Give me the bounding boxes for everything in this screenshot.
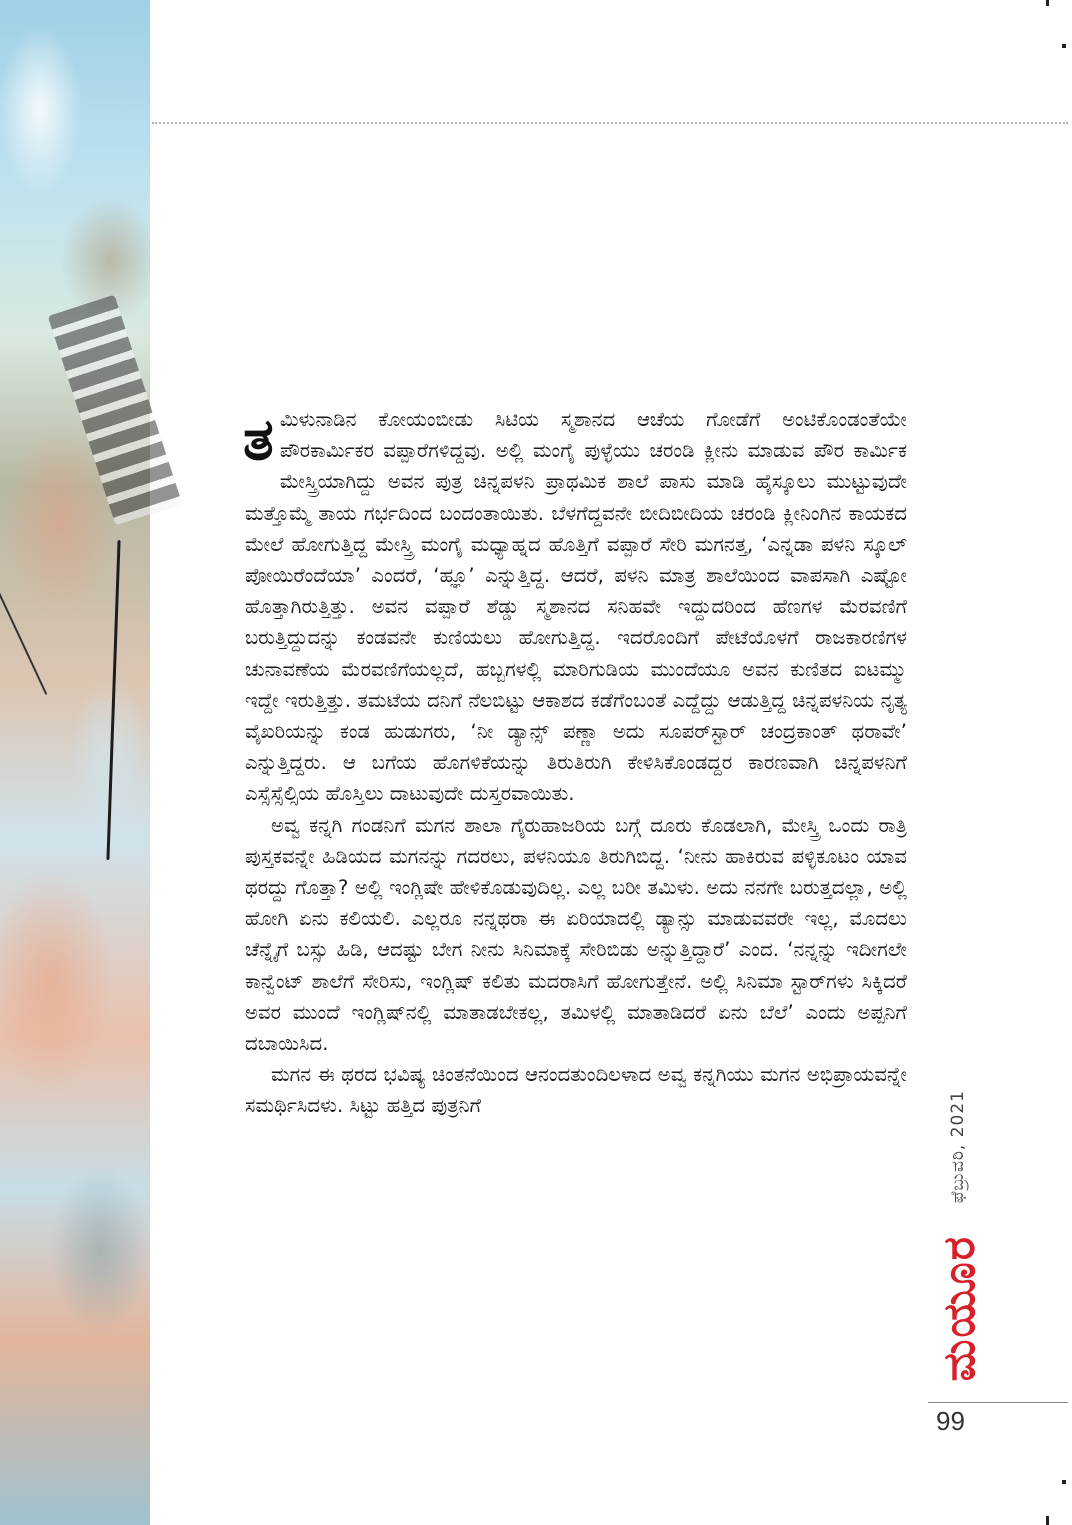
brush-stroke (0, 585, 47, 695)
crop-mark (1062, 1480, 1066, 1484)
crop-mark (1062, 44, 1066, 48)
page-number-rule (928, 1402, 1068, 1403)
drop-cap: ತ (243, 405, 274, 473)
crop-mark (1046, 1516, 1049, 1525)
magazine-masthead: ಮಯೂರ (934, 1235, 985, 1382)
decorative-painting-strip (0, 0, 150, 1525)
film-reel-graphic (48, 295, 183, 526)
issue-date: ಫೆಬ್ರುವರಿ, 2021 (948, 1090, 968, 1204)
page-number: 99 (936, 1406, 965, 1436)
dotted-divider (152, 122, 1068, 124)
article-paragraph: ಮಗನ ಈ ಥರದ ಭವಿಷ್ಯ ಚಿಂತನೆಯಿಂದ ಆನಂದತುಂದಿಲಳಾದ ಅವ್ವ ಕನ್ನಗಿಯು ಮಗನ ಅಭಿಪ್ರಾಯವನ್ನೇ ಸಮರ್ಥಿಸಿದಳು. ಸಿಟ್ಟು ಹತ್ತಿದ ಪುತ್ರನಿಗೆ (245, 1063, 907, 1118)
paragraph-text: ಮಿಳುನಾಡಿನ ಕೋಯಂಬೀಡು ಸಿಟಿಯ ಸ್ಮಶಾನದ ಆಚೆಯ ಗೋಡೆಗೆ ಅಂಟಿಕೊಂಡಂತೆಯೇ ಪೌರಕಾರ್ಮಿಕರ ವಪ್ಪಾರೆಗಳಿದ್ದವು. ಅಲ್ಲಿ ಮಂಗೈ ಪುಳ್ಳೆಯು ಚರಂಡಿ ಕ್ಲೀನು ಮಾಡುವ ಪೌರ ಕಾರ್ಮಿಕ ಮೇಸ್ತ್ರಿಯಾಗಿದ್ದು ಅವನ ಪುತ್ರ ಚಿನ್ನಪಳನಿ ಪ್ರಾಥಮಿಕ ಶಾಲೆ ಪಾಸು ಮಾಡಿ ಹೈಸ್ಕೂಲು ಮುಟ್ಟುವುದೇ ಮತ್ತೊಮ್ಮೆ ತಾಯ ಗರ್ಭದಿಂದ ಬಂದಂತಾಯಿತು. ಬೆಳಗೆದ್ದವನೇ ಬೀದಿಬೀದಿಯ ಚರಂಡಿ ಕ್ಲೀನಿಂಗಿನ ಕಾಯಕದ ಮೇಲೆ ಹೋಗುತ್ತಿದ್ದ ಮೇಸ್ತ್ರಿ ಮಂಗೈ ಮಧ್ಯಾಹ್ನದ ಹೊತ್ತಿಗೆ ವಪ್ಪಾರೆ ಸೇರಿ ಮಗನತ್ತ, ‘ಎನ್ನಡಾ ಪಳನಿ ಸ್ಕೂಲ್ ಪೋಯಿರೆಂದೆಯಾ’ ಎಂದರೆ, ‘ಹ್ಞೂ’ ಎನ್ನುತ್ತಿದ್ದ. ಆದರೆ, ಪಳನಿ ಮಾತ್ರ ಶಾಲೆಯಿಂದ ವಾಪಸಾಗಿ ಎಷ್ಟೋ ಹೊತ್ತಾಗಿರುತ್ತಿತ್ತು. ಅವನ ವಪ್ಪಾರೆ ಶೆಡ್ಡು ಸ್ಮಶಾನದ ಸನಿಹವೇ ಇದ್ದುದರಿಂದ ಹೆಣಗಳ ಮೆರವಣಿಗೆ ಬರುತ್ತಿದ್ದುದನ್ನು ಕಂಡವನೇ ಕುಣಿಯಲು ಹೋಗುತ್ತಿದ್ದ. ಇದರೊಂದಿಗೆ ಪೇಟೆಯೊಳಗೆ ರಾಜಕಾರಣಿಗಳ ಚುನಾವಣೆಯ ಮೆರವಣಿಗೆಯಲ್ಲದೆ, ಹಬ್ಬಗಳಲ್ಲಿ ಮಾರಿಗುಡಿಯ ಮುಂದೆಯೂ ಅವನ ಕುಣಿತದ ಐಟಮ್ಮು ಇದ್ದೇ ಇರುತ್ತಿತ್ತು. ತಮಟೆಯ ದನಿಗೆ ನೆಲಬಿಟ್ಟು ಆಕಾಶದ ಕಡೆಗೆಂಬಂತೆ ಎದ್ದೆದ್ದು ಆಡುತ್ತಿದ್ದ ಚಿನ್ನಪಳನಿಯ ನೃತ್ಯ ವೈಖರಿಯನ್ನು ಕಂಡ ಹುಡುಗರು, ‘ನೀ ಡ್ಯಾನ್ಸ್ ಪಣ್ಣಾ ಅದು ಸೂಪರ್‌ಸ್ಟಾರ್ ಚಂದ್ರಕಾಂತ್ ಥರಾವೇ’ ಎನ್ನುತ್ತಿದ್ದರು. ಆ ಬಗೆಯ ಹೊಗಳಿಕೆಯನ್ನು ತಿರುತಿರುಗಿ ಕೇಳಿಸಿಕೊಂಡದ್ದರ ಕಾರಣವಾಗಿ ಚಿನ್ನಪಳನಿಗೆ ಎಸ್ಸೆಸ್ಸೆಲ್ಸಿಯ ಹೊಸ್ತಿಲು ದಾಟುವುದೇ ದುಸ್ತರವಾಯಿತು. (245, 408, 907, 806)
brush-stroke (106, 540, 120, 860)
article-paragraph: ಅವ್ವ ಕನ್ನಗಿ ಗಂಡನಿಗೆ ಮಗನ ಶಾಲಾ ಗೈರುಹಾಜರಿಯ ಬಗ್ಗೆ ದೂರು ಕೊಡಲಾಗಿ, ಮೇಸ್ತ್ರಿ ಒಂದು ರಾತ್ರಿ ಪುಸ್ತಕವನ್ನೇ ಹಿಡಿಯದ ಮಗನನ್ನು ಗದರಲು, ಪಳನಿಯೂ ತಿರುಗಿಬಿದ್ದ. ‘ನೀನು ಹಾಕಿರುವ ಪಳ್ಳಿಕೂಟಂ ಯಾವ ಥರದ್ದು ಗೊತ್ತಾ? ಅಲ್ಲಿ ಇಂಗ್ಲಿಷೇ ಹೇಳಿಕೊಡುವುದಿಲ್ಲ. ಎಲ್ಲ ಬರೀ ತಮಿಳು. ಅದು ನನಗೇ ಬರುತ್ತದಲ್ಲಾ, ಅಲ್ಲಿ ಹೋಗಿ ಏನು ಕಲಿಯಲಿ. ಎಲ್ಲರೂ ನನ್ನಥರಾ ಈ ಏರಿಯಾದಲ್ಲಿ ಡ್ಯಾನ್ಸು ಮಾಡುವವರೇ ಇಲ್ಲ, ಮೊದಲು ಚೆನ್ನೈಗೆ ಬಸ್ಸು ಹಿಡಿ, ಆದಷ್ಟು ಬೇಗ ನೀನು ಸಿನಿಮಾಕ್ಕೆ ಸೇರಿಬಿಡು ಅನ್ನುತ್ತಿದ್ದಾರೆ’ ಎಂದ. ‘ನನ್ನನ್ನು ಇದೀಗಲೇ ಕಾನ್ವೆಂಟ್ ಶಾಲೆಗೆ ಸೇರಿಸು, ಇಂಗ್ಲಿಷ್ ಕಲಿತು ಮದರಾಸಿಗೆ ಹೋಗುತ್ತೇನೆ. ಅಲ್ಲಿ ಸಿನಿಮಾ ಸ್ಟಾರ್‌ಗಳು ಸಿಕ್ಕಿದರೆ ಅವರ ಮುಂದೆ ಇಂಗ್ಲಿಷ್‌ನಲ್ಲಿ ಮಾತಾಡಬೇಕಲ್ಲ, ತಮಿಳಲ್ಲಿ ಮಾತಾಡಿದರೆ ಏನು ಬೆಲೆ’ ಎಂದು ಅಪ್ಪನಿಗೆ ದಬಾಯಿಸಿದ. (245, 813, 907, 1056)
article-body (245, 404, 907, 1122)
article-paragraph (245, 404, 907, 810)
crop-mark (1046, 0, 1049, 6)
